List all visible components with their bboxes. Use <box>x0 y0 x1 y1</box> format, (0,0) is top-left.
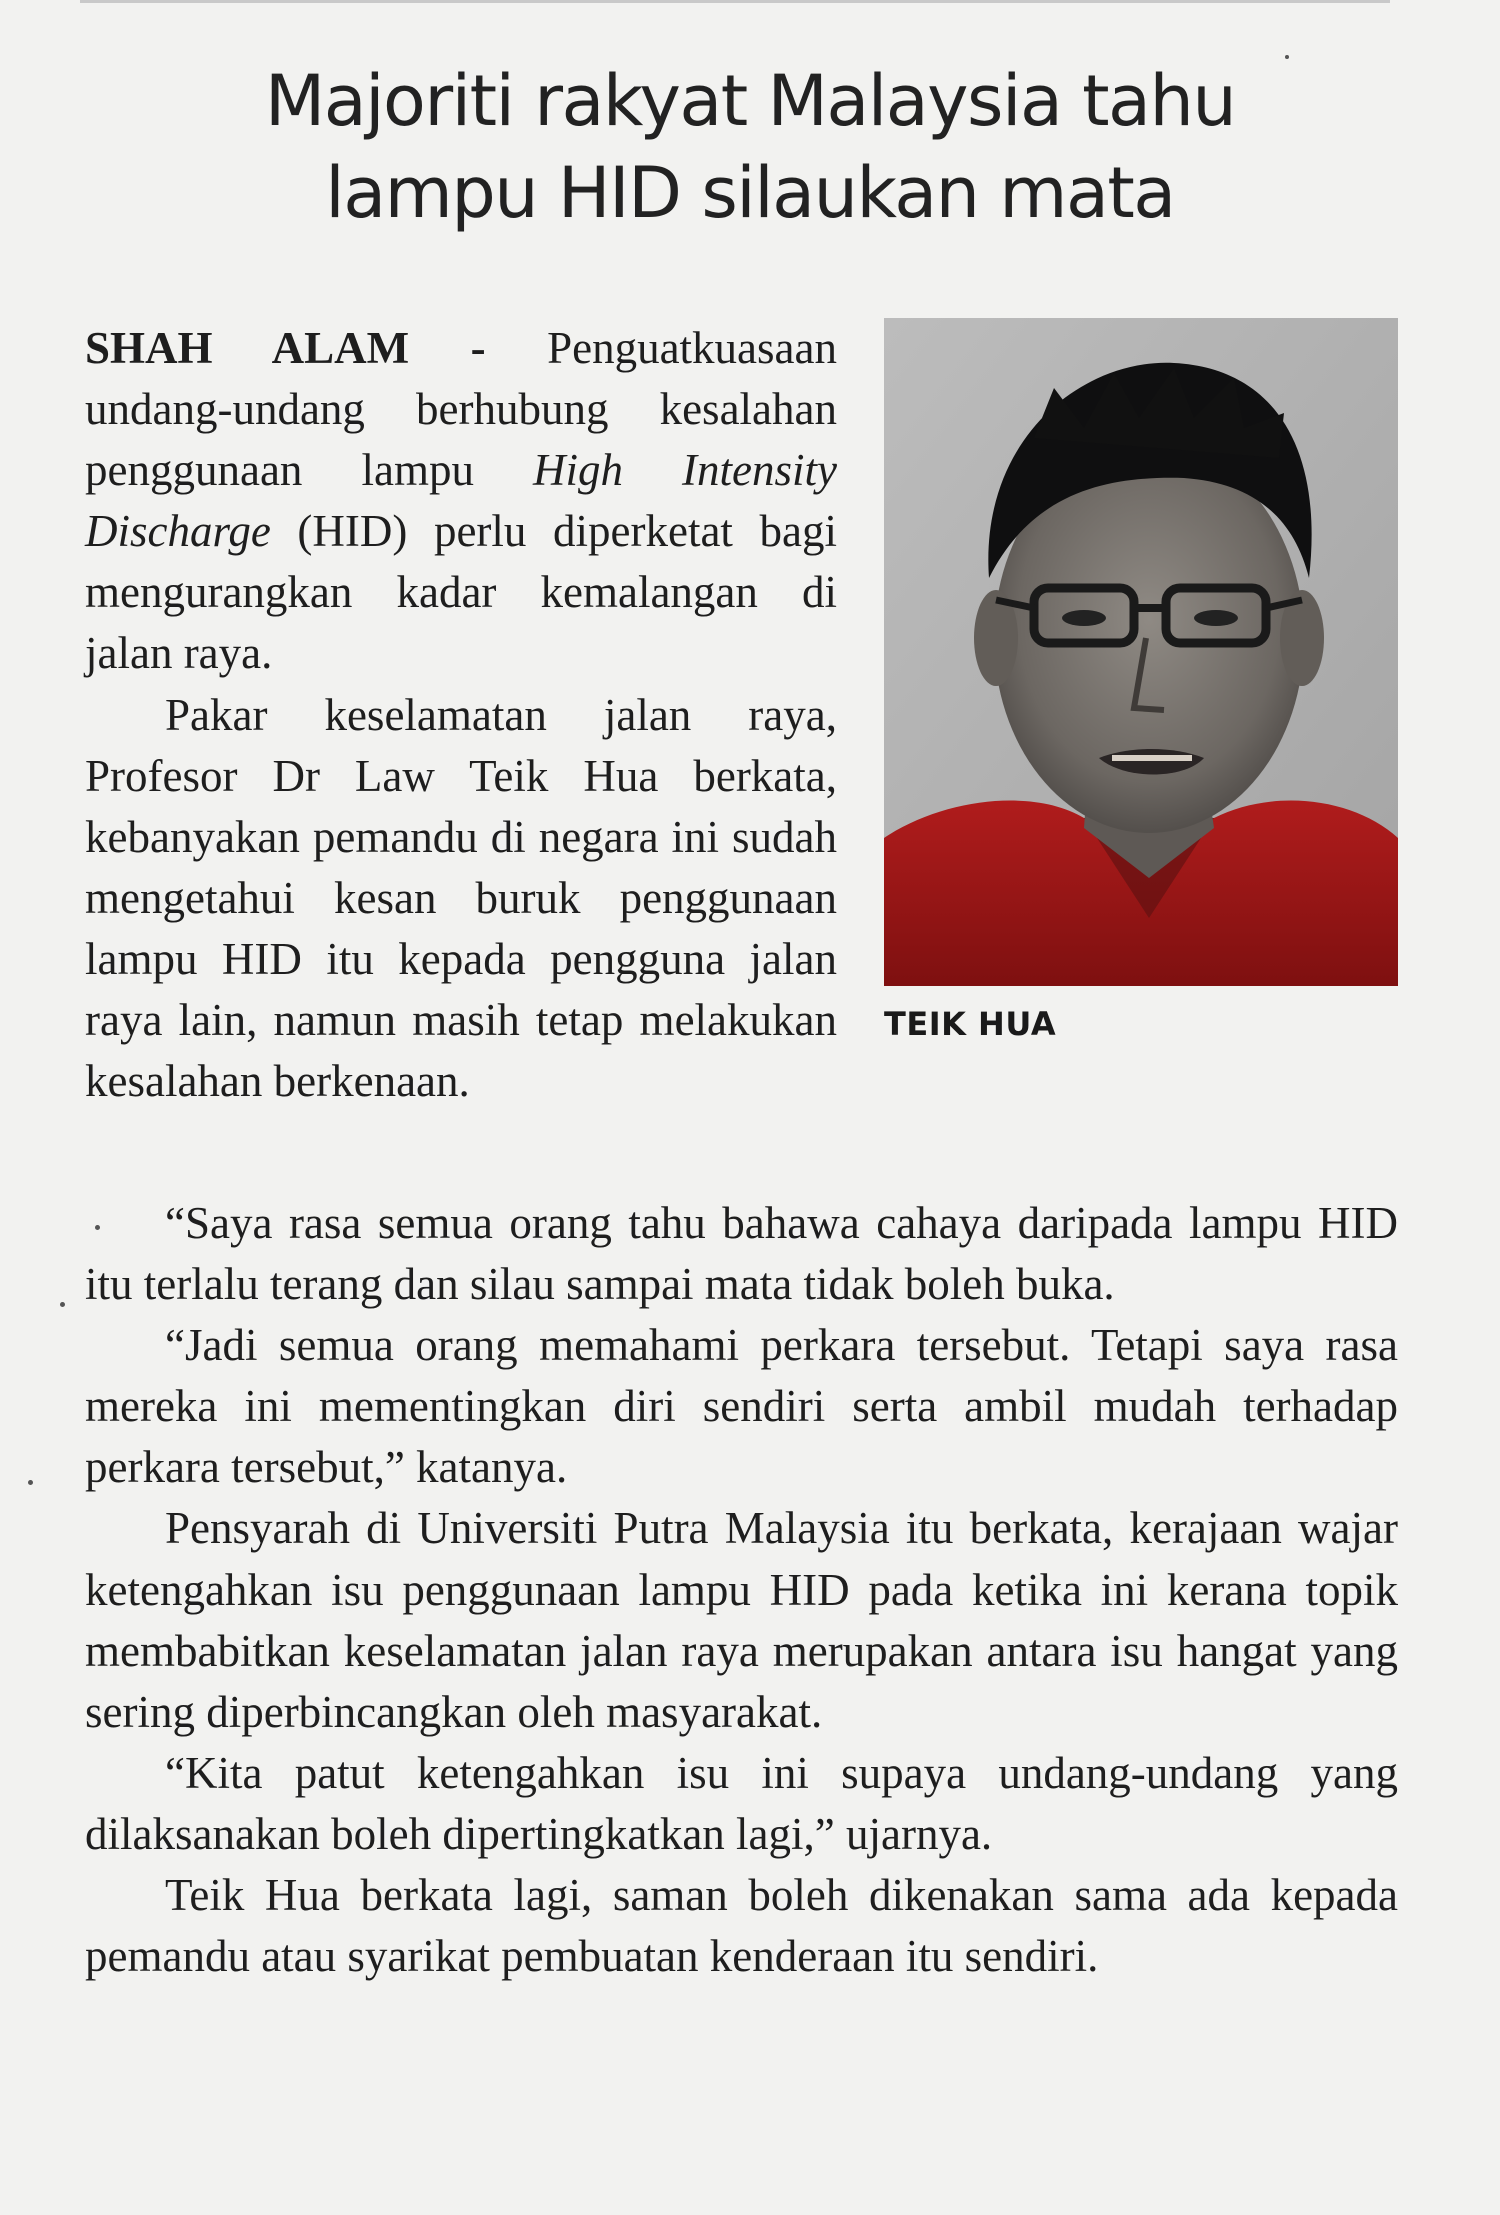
headline-line-2: lampu HID silaukan mata <box>325 152 1175 234</box>
headline <box>80 55 1420 239</box>
portrait-photo <box>884 318 1398 986</box>
paragraph-7: Teik Hua berkata lagi, saman boleh dikenakan sama ada kepada pemandu atau syarikat pembuatan kenderaan itu sendiri. <box>85 1870 1398 1982</box>
paragraph-1-italic: High Intensity Discharge <box>85 445 837 557</box>
paragraph-2: Pakar keselamatan jalan raya, Profesor Dr Law Teik Hua berkata, kebanyakan pemandu di negara ini sudah mengetahui kesan buruk penggunaan lampu HID itu kepada pengguna jalan raya lain, namun masih tetap melakukan kesalahan berkenaan. <box>85 689 837 1107</box>
paragraph-1-text-a: Penguatkuasaan undang-undang berhubung kesalahan penggunaan lampu <box>85 323 837 496</box>
print-speck <box>28 1480 33 1485</box>
paragraph-3: “Saya rasa semua orang tahu bahawa cahaya daripada lampu HID itu terlalu terang dan silau sampai mata tidak boleh buka. <box>85 1198 1398 1310</box>
headline-line-1: Majoriti rakyat Malaysia tahu <box>264 60 1236 142</box>
paragraph-4: “Jadi semua orang memahami perkara tersebut. Tetapi saya rasa mereka ini mementingkan diri sendiri serta ambil mudah terhadap perkara tersebut,” katanya. <box>85 1320 1398 1493</box>
photo-caption: TEIK HUA <box>884 1005 1057 1043</box>
paragraph-1 <box>85 318 837 685</box>
article-column-wide <box>85 1193 1398 1987</box>
dateline: SHAH ALAM - <box>85 323 548 373</box>
top-rule <box>80 0 1390 3</box>
paragraph-1-text-b: (HID) perlu diperketat bagi mengurangkan kadar kemalangan di jalan raya. <box>85 506 837 679</box>
paragraph-6: “Kita patut ketengahkan isu ini supaya undang-undang yang dilaksanakan boleh dipertingkatkan lagi,” ujarnya. <box>85 1747 1398 1859</box>
portrait-illustration <box>884 318 1398 986</box>
article-column-narrow <box>85 318 837 1112</box>
paragraph-5: Pensyarah di Universiti Putra Malaysia itu berkata, kerajaan wajar ketengahkan isu penggunaan lampu HID pada ketika ini kerana topik membabitkan keselamatan jalan raya merupakan antara isu hangat yang sering diperbincangkan oleh masyarakat. <box>85 1503 1398 1737</box>
print-speck <box>60 1302 65 1307</box>
print-speck <box>1285 55 1289 59</box>
print-speck <box>95 1225 100 1230</box>
